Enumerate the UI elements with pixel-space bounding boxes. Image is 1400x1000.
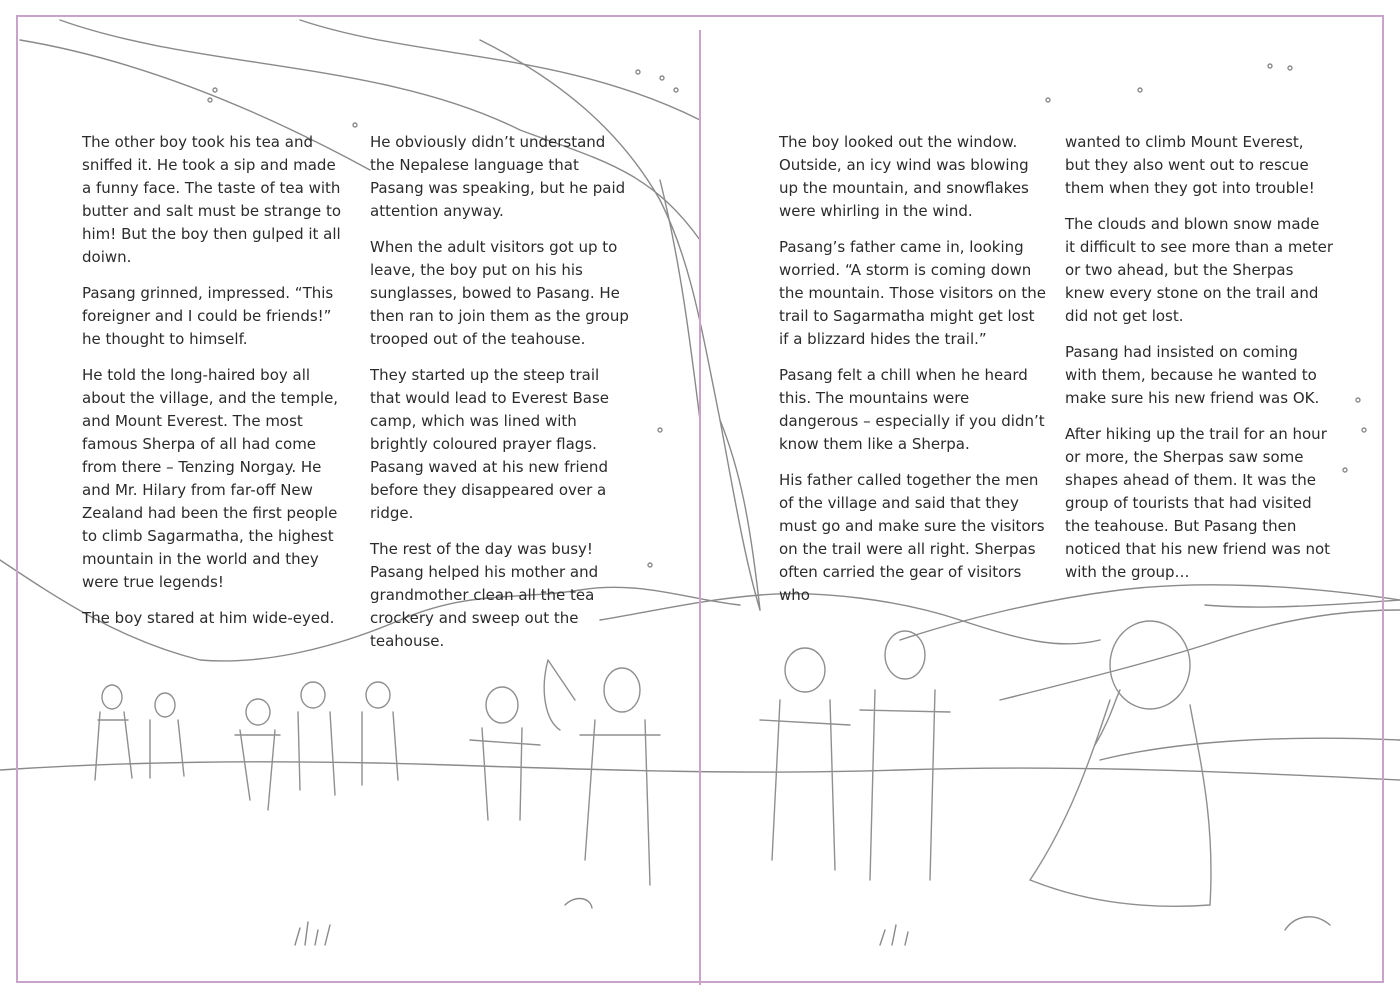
paragraph: The rest of the day was busy! Pasang helped his mother and grandmother clean all the tea crockery and sweep out the teahouse.: [370, 540, 599, 650]
right-page-column-2: [1065, 131, 1333, 597]
paragraph: Pasang felt a chill when he heard this. The mountains were dangerous – especially if you didn’t know them like a Sherpa.: [779, 366, 1045, 453]
paragraph: They started up the steep trail that would lead to Everest Base camp, which was lined with brightly coloured prayer flags. Pasang waved at his new friend before they disappeared over a ridge.: [370, 366, 609, 522]
page-gutter: [699, 30, 701, 985]
paragraph: When the adult visitors got up to leave, the boy put on his his sunglasses, bowed to Pasang. He then ran to join them as the group trooped out of the teahouse.: [370, 238, 629, 348]
paragraph: He obviously didn’t understand the Nepalese language that Pasang was speaking, but he paid attention anyway.: [370, 133, 626, 220]
paragraph: Pasang’s father came in, looking worried. “A storm is coming down the mountain. Those visitors on the trail to Sagarmatha might get lost if a blizzard hides the trail.”: [779, 238, 1047, 348]
paragraph: The boy looked out the window. Outside, an icy wind was blowing up the mountain, and snowflakes were whirling in the wind.: [779, 133, 1029, 220]
left-page-column-2: [370, 131, 632, 666]
paragraph: The boy stared at him wide-eyed.: [82, 609, 335, 627]
paragraph: Pasang had insisted on coming with them, because he wanted to make sure his new friend was OK.: [1065, 343, 1320, 407]
paragraph: The clouds and blown snow made it difficult to see more than a meter or two ahead, but the Sherpas knew every stone on the trail and did not get lost.: [1065, 215, 1334, 325]
paragraph: wanted to climb Mount Everest, but they also went out to rescue them when they got into trouble!: [1065, 133, 1315, 197]
paragraph: After hiking up the trail for an hour or more, the Sherpas saw some shapes ahead of them. It was the group of tourists that had visited the teahouse. But Pasang then noticed that his new friend was not with the group…: [1065, 425, 1331, 581]
left-page-column-1: [82, 131, 344, 643]
paragraph: Pasang grinned, impressed. “This foreigner and I could be friends!” he thought to himself.: [82, 284, 334, 348]
paragraph: The other boy took his tea and sniffed it. He took a sip and made a funny face. The taste of tea with butter and salt must be strange to him! But the boy then gulped it all doiwn.: [82, 133, 342, 266]
paragraph: His father called together the men of the village and said that they must go and make sure the visitors on the trail were all right. Sherpas often carried the gear of visitors who: [779, 471, 1045, 604]
paragraph: He told the long-haired boy all about the village, and the temple, and Mount Everest. The most famous Sherpa of all had come from there – Tenzing Norgay. He and Mr. Hilary from far-off New Zealand had been the first people to climb Sagarmatha, the highest mountain in the world and they were true legends!: [82, 366, 339, 591]
right-page-column-1: [779, 131, 1047, 620]
